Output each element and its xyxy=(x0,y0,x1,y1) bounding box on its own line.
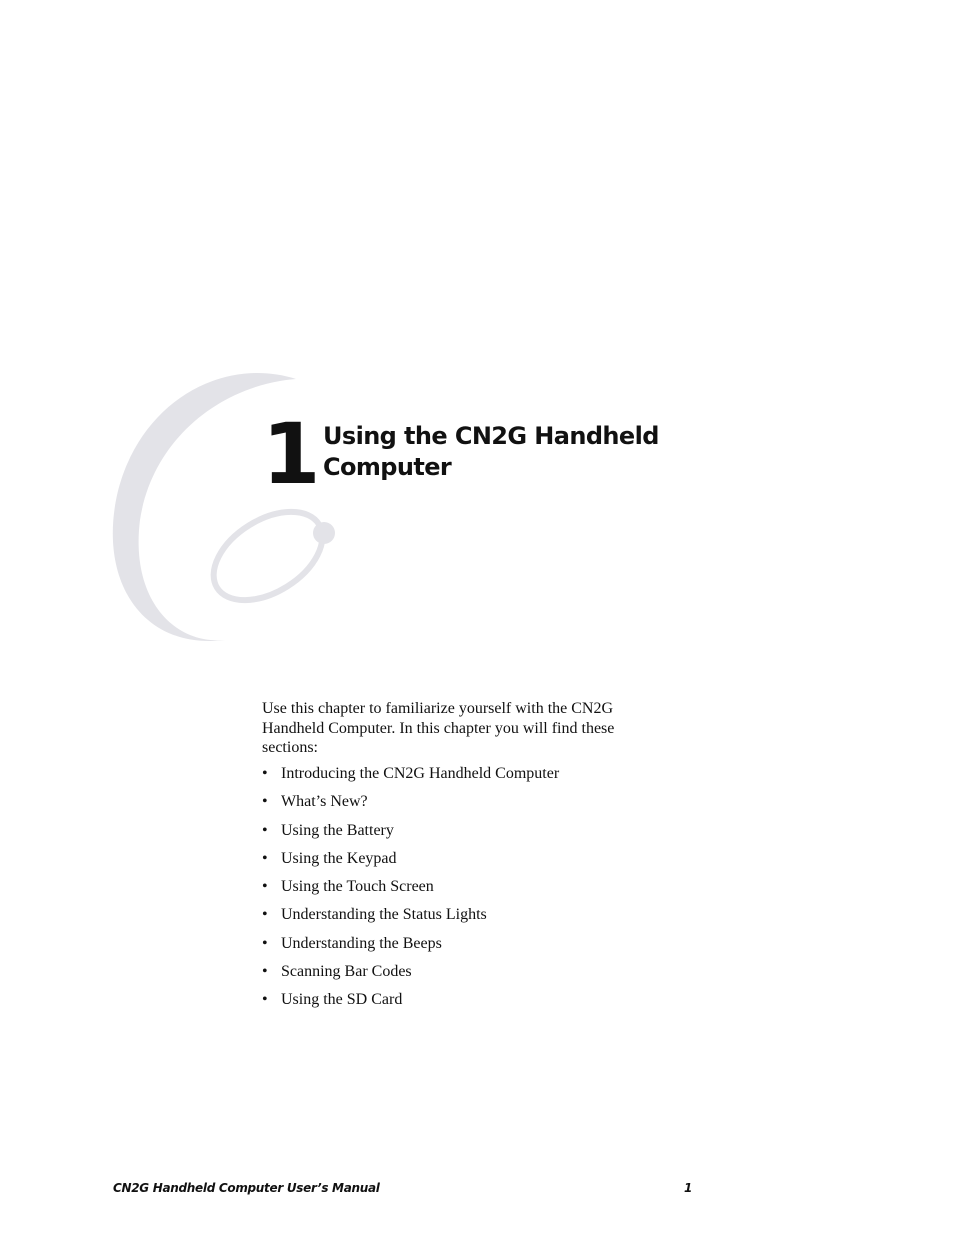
section-label: Using the Keypad xyxy=(281,849,397,867)
section-label: Scanning Bar Codes xyxy=(281,963,412,981)
chapter-intro: Use this chapter to familiarize yourself with the CN2G Handheld Computer. In this chapter you will find these sections: xyxy=(262,700,615,756)
bullet: • xyxy=(262,878,268,896)
list-item xyxy=(262,934,559,962)
chapter-number: 1 xyxy=(262,405,317,503)
section-label: Using the Battery xyxy=(281,821,394,839)
bullet: • xyxy=(262,963,268,981)
list-item xyxy=(262,905,559,933)
footer-manual-title: CN2G Handheld Computer User’s Manual xyxy=(113,1181,380,1195)
list-item xyxy=(262,990,559,1018)
list-item xyxy=(262,792,559,820)
bullet: • xyxy=(262,821,268,839)
bullet: • xyxy=(262,991,268,1009)
section-label: What’s New? xyxy=(281,793,368,811)
footer-page-number: 1 xyxy=(684,1181,693,1195)
bullet: • xyxy=(262,765,268,782)
list-item xyxy=(262,877,559,905)
section-label: Understanding the Status Lights xyxy=(281,906,487,924)
section-label: Using the SD Card xyxy=(281,991,403,1009)
chapter-ornament-icon xyxy=(100,360,360,660)
list-item xyxy=(262,821,559,849)
list-item xyxy=(262,764,559,792)
bullet: • xyxy=(262,793,268,811)
bullet: • xyxy=(262,849,268,867)
list-item xyxy=(262,849,559,877)
bullet: • xyxy=(262,934,268,952)
section-label: Introducing the CN2G Handheld Computer xyxy=(281,765,560,782)
list-item xyxy=(262,962,559,990)
section-label: Understanding the Beeps xyxy=(281,934,442,952)
section-label: Using the Touch Screen xyxy=(281,878,434,896)
bullet: • xyxy=(262,906,268,924)
chapter-title: Using the CN2G Handheld Computer xyxy=(323,422,659,481)
section-list xyxy=(262,764,559,1019)
